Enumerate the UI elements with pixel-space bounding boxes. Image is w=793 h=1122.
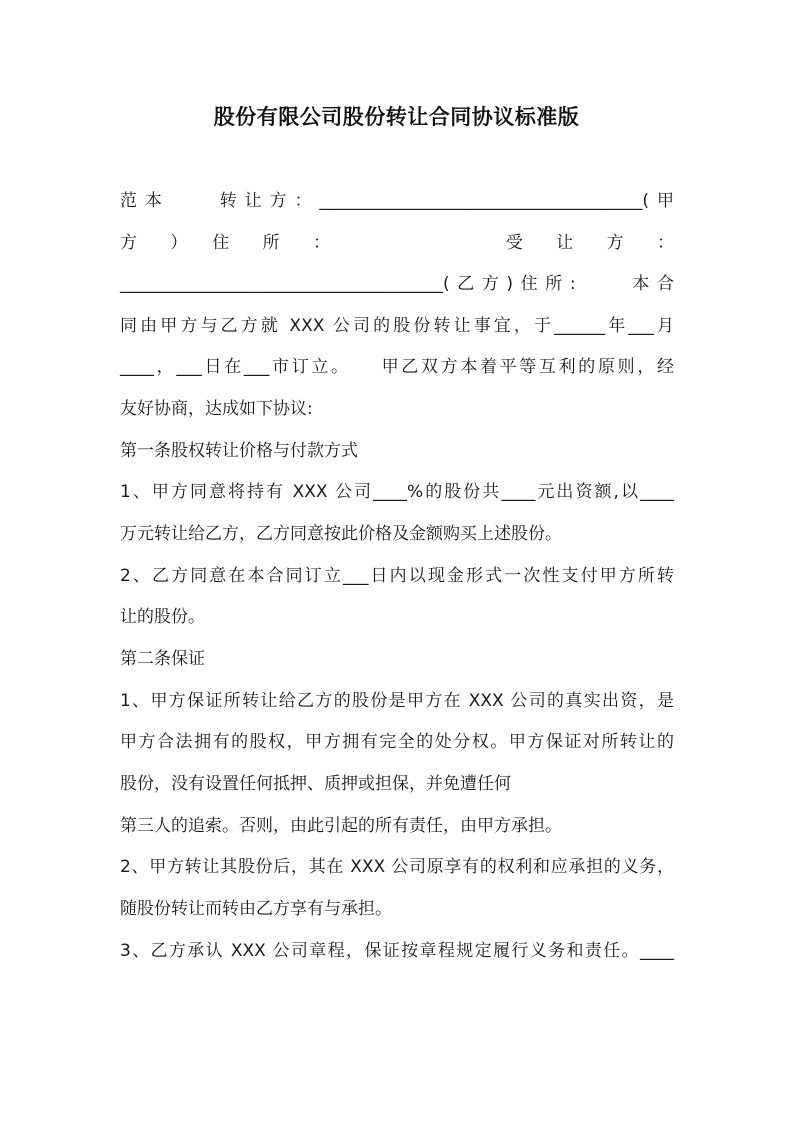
text-line: 股份，没有设置任何抵押、质押或担保，并免遭任何	[120, 774, 511, 794]
text-line: ____，___日在___市订立。 甲乙双方本着平等互利的原则，经	[120, 357, 674, 377]
text-line: 友好协商，达成如下协议:	[120, 399, 313, 419]
text-line: 万元转让给乙方，乙方同意按此价格及金额购买上述股份。	[120, 524, 562, 544]
text-line: 3、乙方承认 XXX 公司章程，保证按章程规定履行义务和责任。____	[120, 941, 674, 961]
text-line: 2、乙方同意在本合同订立___日内以现金形式一次性支付甲方所转	[120, 566, 674, 586]
text-line: 1、甲方同意将持有 XXX 公司____%的股份共____元出资额,以____	[120, 482, 674, 502]
document-title: 股份有限公司股份转让合同协议标准版	[213, 105, 580, 129]
text-line: 1、甲方保证所转让给乙方的股份是甲方在 XXX 公司的真实出资，是	[120, 691, 674, 711]
text-line: 让的股份。	[120, 607, 205, 627]
text-line: 甲方合法拥有的股权，甲方拥有完全的处分权。甲方保证对所转让的	[120, 732, 674, 752]
text-line: 随股份转让而转由乙方享有与承担。	[120, 899, 392, 919]
text-line: 第三人的追索。否则，由此引起的所有责任，由甲方承担。	[120, 816, 562, 836]
text-line: 2、甲方转让其股份后，其在 XXX 公司原享有的权利和应承担的义务，	[120, 857, 674, 877]
text-line: 方 ） 住 所 ： 受 让 方 ：	[120, 233, 674, 253]
text-line: 范本 转让方：______________________________________(甲	[120, 191, 674, 211]
section-heading: 第二条保证	[120, 649, 205, 669]
section-heading: 第一条股权转让价格与付款方式	[120, 441, 358, 461]
text-line: ______________________________________(乙方)住所: 本合	[120, 274, 674, 294]
text-line: 同由甲方与乙方就 XXX 公司的股份转让事宜，于______年___月	[120, 316, 674, 336]
